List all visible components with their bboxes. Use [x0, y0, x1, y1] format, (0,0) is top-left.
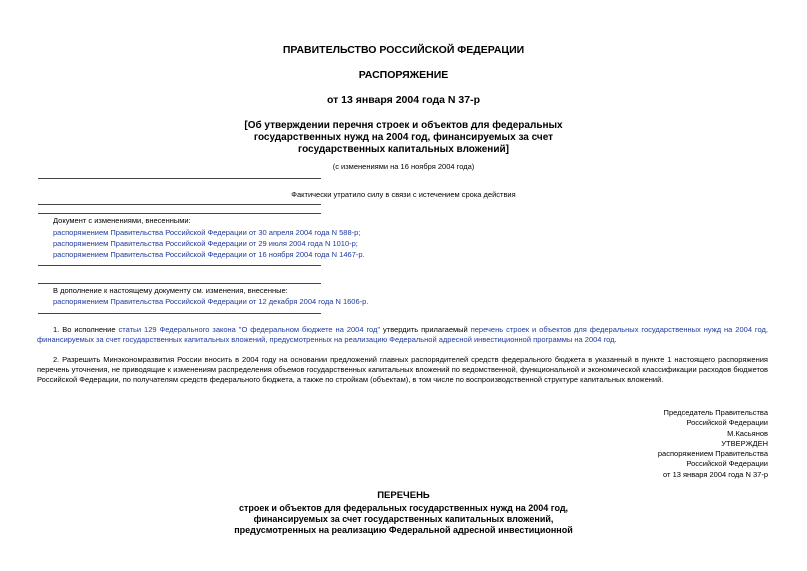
document-title — [0, 120, 807, 156]
document-type: РАСПОРЯЖЕНИЕ — [358, 69, 449, 81]
amendment-link[interactable]: распоряжением Правительства Российской Федерации от 30 апреля 2004 года N 588-р; — [53, 228, 361, 237]
list-subtitle-line: строек и объектов для федеральных государственных нужд на 2004 год, — [238, 503, 569, 513]
approved-line: от 13 января 2004 года N 37-р — [663, 469, 768, 479]
amendment-link[interactable]: распоряжением Правительства Российской Федерации от 16 ноября 2004 года N 1467-р. — [53, 250, 365, 259]
amendments-intro: Документ с изменениями, внесенными: — [53, 216, 191, 225]
investment-list-link[interactable]: перечень строек и объектов для федеральных государственных нужд на 2004 год, финансируемых за счет государственных капитальных вложений, предусмотренных на реализацию Федеральной адресной инвестиционной программы на 2004 год — [37, 325, 768, 344]
list-title: ПЕРЕЧЕНЬ — [377, 490, 430, 501]
government-heading: ПРАВИТЕЛЬСТВО РОССИЙСКОЙ ФЕДЕРАЦИИ — [282, 44, 525, 56]
addition-intro: В дополнение к настоящему документу см. изменения, внесенные: — [53, 286, 288, 295]
list-subtitle-line: финансируемых за счет государственных капитальных вложений, — [253, 514, 554, 524]
document-title-line: государственных нужд на 2004 год, финансируемых за счет — [253, 132, 554, 143]
amendment-link[interactable]: распоряжением Правительства Российской Федерации от 29 июля 2004 года N 1010-р; — [53, 239, 358, 248]
paragraph-1-prefix: 1. Во исполнение — [53, 325, 119, 334]
document-title-line: государственных капитальных вложений] — [298, 144, 509, 155]
document-date-number: от 13 января 2004 года N 37-р — [326, 94, 481, 106]
separator-line — [38, 213, 321, 214]
separator-line — [38, 313, 321, 314]
signature-line: Российской Федерации — [686, 418, 768, 428]
law-article-link[interactable]: статьи 129 Федерального закона "О федеральном бюджете на 2004 год" — [118, 325, 381, 334]
list-subtitle — [0, 503, 807, 536]
separator-line — [38, 265, 321, 266]
addition-link[interactable]: распоряжением Правительства Российской Федерации от 12 декабря 2004 года N 1606-р. — [53, 297, 369, 306]
signature-line: М.Касьянов — [727, 428, 768, 438]
paragraph-1-middle: утвердить прилагаемый — [380, 325, 471, 334]
approved-line: УТВЕРЖДЕН — [721, 438, 768, 448]
changes-note: (с изменениями на 16 ноября 2004 года) — [332, 162, 475, 171]
paragraph-1-suffix: . — [614, 335, 617, 344]
document-title-line: [Об утверждении перечня строек и объектов для федеральных — [244, 120, 563, 131]
approved-line: Российской Федерации — [686, 459, 768, 469]
status-note: Фактически утратило силу в связи с истечением срока действия — [291, 190, 516, 199]
signature-block — [658, 408, 768, 480]
approved-line: распоряжением Правительства — [657, 449, 768, 459]
paragraph-2: 2. Разрешить Минэкономразвития России вносить в 2004 году на основании предложений главных распорядителей средств федерального бюджета в указанный в пункте 1 настоящего распоряжения перечень уточнения, не приводящие к изменениям распределения объемов государственных капитальных вложений по ведомственной, функциональной и экономической классификации расходов бюджетов Российской Федерации, по получателям средств федерального бюджета, а также по стройкам (объектам), в том числе по воспроизводственной структуре капитальных вложений. — [37, 355, 768, 384]
separator-line — [38, 178, 321, 179]
separator-line — [38, 204, 321, 205]
separator-line — [38, 283, 321, 284]
paragraph-1 — [37, 325, 768, 345]
list-subtitle-line: предусмотренных на реализацию Федеральной адресной инвестиционной — [234, 525, 573, 535]
signature-line: Председатель Правительства — [663, 408, 768, 417]
